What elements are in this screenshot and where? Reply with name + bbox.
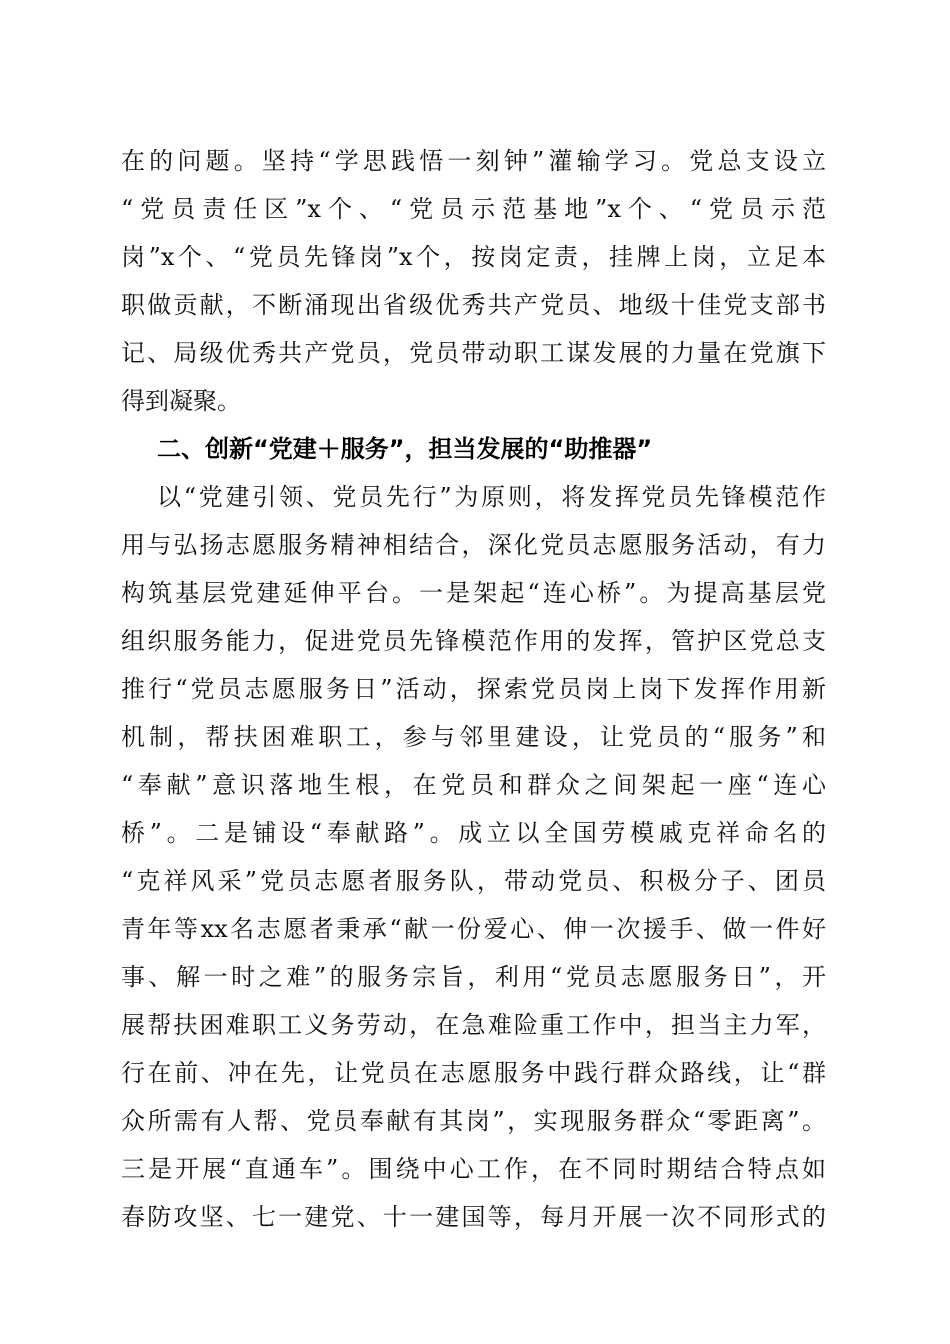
paragraph-1-line-3: 岗”x个、“党员先锋岗”x个，按岗定责，挂牌上岗，立足本 (121, 243, 826, 271)
paragraph-2-line-5: 推行“党员志愿服务日”活动，探索党员岗上岗下发挥作用新 (121, 675, 826, 703)
paragraph-1-line-5: 记、局级优秀共产党员，党员带动职工谋发展的力量在党旗下 (121, 339, 826, 367)
paragraph-2-line-2: 用与弘扬志愿服务精神相结合，深化党员志愿服务活动，有力 (121, 531, 826, 559)
paragraph-2-line-3: 构筑基层党建延伸平台。一是架起“连心桥”。为提高基层党 (121, 579, 826, 607)
paragraph-1-line-4: 职做贡献，不断涌现出省级优秀共产党员、地级十佳党支部书 (121, 291, 826, 319)
paragraph-2-line-15: 三是开展“直通车”。围绕中心工作，在不同时期结合特点如 (121, 1155, 826, 1183)
paragraph-2-line-14: 众所需有人帮、党员奉献有其岗”，实现服务群众“零距离”。 (121, 1107, 826, 1135)
paragraph-2-line-11: 事、解一时之难”的服务宗旨，利用“党员志愿服务日”，开 (121, 963, 826, 991)
section-2-heading: 二、创新“党建＋服务”，担当发展的“助推器” (157, 435, 653, 463)
paragraph-2-line-8: 桥”。二是铺设“奉献路”。成立以全国劳模戚克祥命名的 (121, 819, 826, 847)
paragraph-2-line-12: 展帮扶困难职工义务劳动，在急难险重工作中，担当主力军， (121, 1011, 826, 1039)
paragraph-1-line-2: “党员责任区”x个、“党员示范基地”x个、“党员示范 (121, 195, 826, 223)
paragraph-2-line-6: 机制，帮扶困难职工，参与邻里建设，让党员的“服务”和 (121, 723, 826, 751)
paragraph-2-line-16: 春防攻坚、七一建党、十一建国等，每月开展一次不同形式的 (121, 1203, 826, 1231)
paragraph-2-line-10: 青年等xx名志愿者秉承“献一份爱心、伸一次援手、做一件好 (121, 915, 826, 943)
paragraph-1-line-6: 得到凝聚。 (121, 387, 241, 415)
paragraph-2-line-7: “奉献”意识落地生根，在党员和群众之间架起一座“连心 (121, 771, 826, 799)
paragraph-1-line-1: 在的问题。坚持“学思践悟一刻钟”灌输学习。党总支设立 (121, 147, 826, 175)
paragraph-2-line-13: 行在前、冲在先，让党员在志愿服务中践行群众路线，让“群 (121, 1059, 826, 1087)
paragraph-2-line-4: 组织服务能力，促进党员先锋模范作用的发挥，管护区党总支 (121, 627, 826, 655)
paragraph-2-line-9: “克祥风采”党员志愿者服务队，带动党员、积极分子、团员 (121, 867, 826, 895)
paragraph-2-line-1: 以“党建引领、党员先行”为原则，将发挥党员先锋模范作 (157, 483, 826, 511)
